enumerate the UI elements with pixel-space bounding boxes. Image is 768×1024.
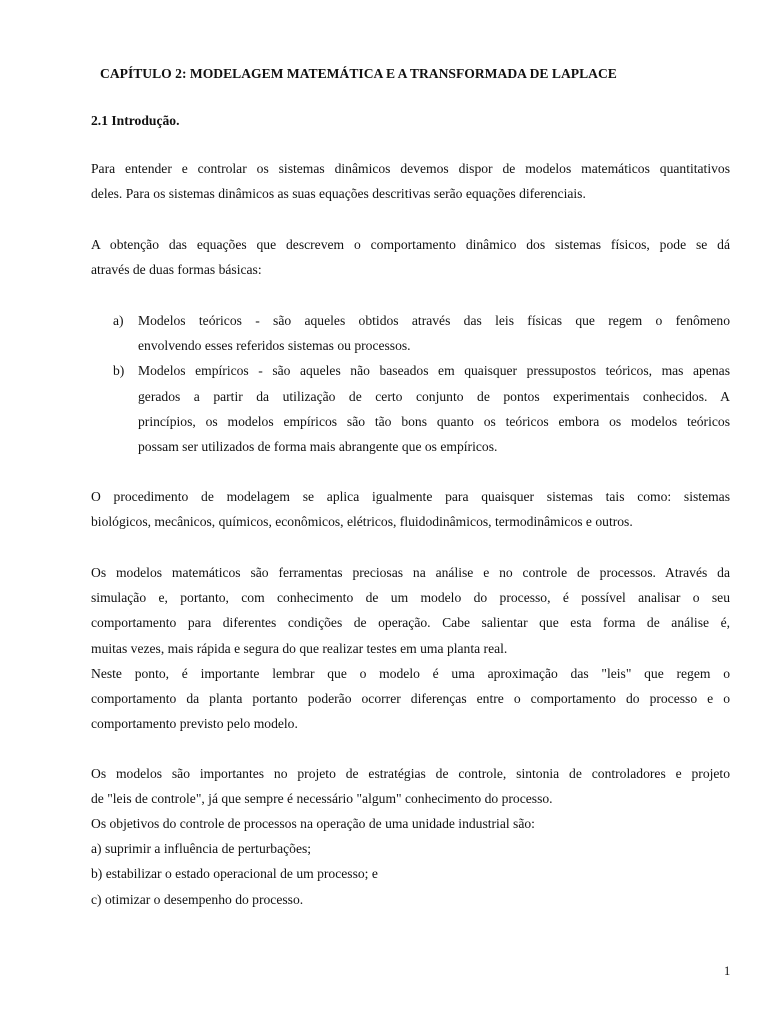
text-line: princípios, os modelos empíricos são tão bons quanto os teóricos embora os modelos teóricos	[138, 413, 730, 429]
paragraph-mathematical-models	[91, 560, 730, 736]
text-line: Neste ponto, é importante lembrar que o modelo é uma aproximação das "leis" que regem o	[91, 665, 730, 681]
text-line: comportamento para diferentes condições de operação. Cabe salientar que esta forma de análise é,	[91, 615, 730, 631]
chapter-title: CAPÍTULO 2: MODELAGEM MATEMÁTICA E A TRANSFORMADA DE LAPLACE	[100, 66, 617, 81]
objective-item: c) otimizar o desempenho do processo.	[91, 891, 304, 907]
text-line: de "leis de controle", já que sempre é necessário "algum" conhecimento do processo.	[91, 791, 553, 807]
paragraph-control-design	[91, 761, 730, 811]
text-line: A obtenção das equações que descrevem o comportamento dinâmico dos sistemas físicos, pode se dá	[91, 237, 730, 252]
text-line: simulação e, portanto, com conhecimento de um modelo do processo, é possível analisar o seu	[91, 590, 730, 606]
text-line: comportamento previsto pelo modelo.	[91, 716, 298, 732]
text-line: deles. Para os sistemas dinâmicos as suas equações descritivas serão equações diferenciais.	[91, 186, 586, 202]
text-line: muitas vezes, mais rápida e segura do que realizar testes em uma planta real.	[91, 640, 508, 656]
text-line: possam ser utilizados de forma mais abrangente que os empíricos.	[138, 439, 498, 455]
text-line: O procedimento de modelagem se aplica igualmente para quaisquer sistemas tais como: sistemas	[91, 489, 730, 504]
text-line: Para entender e controlar os sistemas dinâmicos devemos dispor de modelos matemáticos quantitativos	[91, 161, 730, 176]
list-item	[91, 308, 730, 358]
text-line: envolvendo esses referidos sistemas ou processos.	[138, 338, 411, 354]
text-line: Os modelos matemáticos são ferramentas preciosas na análise e no controle de processos. Através da	[91, 565, 730, 580]
text-line: Modelos empíricos - são aqueles não baseados em quaisquer pressupostos teóricos, mas apenas	[138, 363, 730, 379]
list-marker: b)	[113, 363, 125, 379]
text-line: gerados a partir da utilização de certo conjunto de pontos experimentais conhecidos. A	[138, 388, 730, 404]
paragraph-intro	[91, 156, 730, 206]
list-marker: a)	[113, 313, 124, 328]
text-line: biológicos, mecânicos, químicos, econômicos, elétricos, fluidodinâmicos, termodinâmicos e outros.	[91, 514, 633, 530]
objectives-intro: Os objetivos do controle de processos na operação de uma unidade industrial são:	[91, 816, 535, 831]
text-line: Modelos teóricos - são aqueles obtidos através das leis físicas que regem o fenômeno	[138, 313, 730, 328]
objectives-list	[91, 811, 730, 912]
text-line: comportamento da planta portanto poderão ocorrer diferenças entre o comportamento do processo e o	[91, 691, 730, 707]
model-types-list	[91, 308, 730, 459]
paragraph-modeling-procedure	[91, 484, 730, 534]
section-heading: 2.1 Introdução.	[91, 113, 180, 128]
objective-item: b) estabilizar o estado operacional de um processo; e	[91, 866, 378, 882]
objective-item: a) suprimir a influência de perturbações;	[91, 841, 312, 857]
paragraph-methods	[91, 232, 730, 282]
text-line: através de duas formas básicas:	[91, 262, 262, 278]
page-number: 1	[724, 964, 731, 978]
text-line: Os modelos são importantes no projeto de estratégias de controle, sintonia de controladores e projeto	[91, 766, 730, 781]
list-item	[91, 358, 730, 459]
